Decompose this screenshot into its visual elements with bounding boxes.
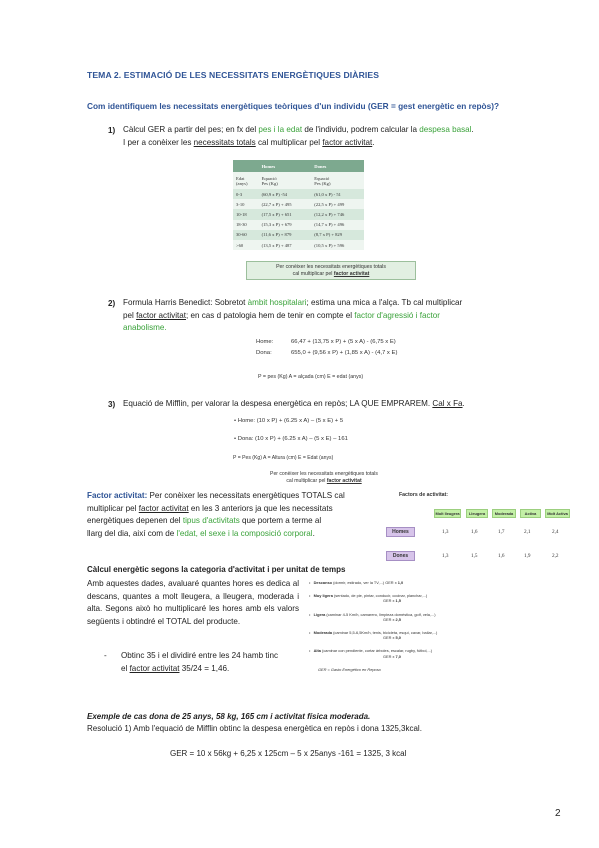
example-formula: GER = 10 x 56kg + 6,25 x 125cm – 5 x 25anys -161 = 1325, 3 kcal	[170, 749, 407, 758]
hb-home-equation: 66,47 + (13,75 x P) + (5 x A) - (6,75 x E)	[291, 339, 396, 345]
factor-col-moderada: Moderada	[492, 509, 516, 518]
activity-list	[309, 580, 539, 672]
item2-number: 2)	[108, 299, 116, 308]
calc-result: Obtinc 35 i el dividiré entre les 24 hamb tinc el factor activitat 35/24 = 1,46.	[121, 651, 279, 673]
item2-text: Formula Harris Benedict: Sobretot àmbit hospitalari; estima una mica a l'alça. Tb cal multiplicar pel factor activitat; en cas d patologia hem de tenir en compte el factor d'agressió i factor anabolisme.	[123, 298, 463, 333]
calc-dash: -	[104, 651, 107, 660]
table-header-homes: Homes	[259, 160, 312, 172]
factor-value: 1,3	[442, 553, 449, 559]
table-row: 0-3 (60,9 x P) -54 (61,0 x P) - 51	[233, 189, 364, 199]
factor-activitat-text: Factor activitat: Per conèixer les necessitats energètiques TOTALS cal multiplicar pel factor activitat en les 3 anteriors ja que les necessitats energètiques depenen del tipus d'activitats que portem a terme al llarg del dia, així com de l'edat, el sexe i la composició corporal.	[87, 491, 345, 538]
hb-dona-equation: 655,0 + (9,56 x P) + (1,85 x A) - (4,7 x E)	[291, 350, 398, 356]
table-row: 10-18 (17,5 x P) + 651 (12,2 x P) + 746	[233, 209, 364, 219]
hb-dona-label: Dona:	[256, 350, 272, 356]
table-row: 30-60 (11,6 x P) + 879 (8,7 x P) + 829	[233, 230, 364, 240]
item3-text: Equació de Mifflin, per valorar la despesa energètica en repòs; LA QUE EMPRAREM. Cal x Fa.	[123, 399, 465, 408]
factor-value: 1,6	[471, 529, 478, 535]
example-resolution: Resolució 1) Amb l'equació de Mifflin obtinc la despesa energètica en repòs i dona 1325,3kcal.	[87, 724, 422, 733]
factor-col-molt-activa: Molt Activa	[545, 509, 570, 518]
factor-value: 2,4	[552, 529, 559, 535]
factor-value: 1,7	[498, 529, 505, 535]
list-item: • Ligera (caminar 4-5 Km/h, camarero, limpieza doméstica, golf, vela,...) GER x 2,5	[309, 611, 436, 622]
table-row: >60 (13,5 x P) + 487 (10,5 x P) + 596	[233, 240, 364, 250]
list-item: • Descanso (dormir, estirado, ver la TV,...) GER x 1,0	[309, 580, 404, 585]
table-subheader-dones: Equació Pes (Kg)	[311, 172, 364, 189]
ger-by-weight-table	[233, 160, 364, 250]
factor-col-lleugera: Lleugera	[466, 509, 488, 518]
factors-activitat-panel	[384, 492, 574, 567]
factor-col-activa: Activa	[520, 509, 541, 518]
hb-legend: P = pes (Kg) A = alçada (cm) E = edat (anys)	[258, 374, 364, 380]
table-header-dones: Dones	[311, 160, 364, 172]
table-row: 3-10 (22,7 x P) + 495 (22,5 x P) + 499	[233, 199, 364, 209]
factor-col-molt-lleugera: Molt lleugera	[435, 511, 460, 516]
factor-value: 2,2	[552, 553, 559, 559]
item1-text: Càlcul GER a partir del pes; en fx del pes i la edat de l'individu, podrem calcular la despesa basal. I per a conèixer les necessitats totals cal multiplicar pel factor activitat.	[123, 125, 474, 147]
section-question: Com identifiquem les necessitats energètiques teòriques d'un individu (GER = gest energètic en repòs)?	[87, 101, 500, 111]
list-item: • Muy ligera (sentado, de pie, pintar, conducir, cocinar, planchar,...) GER x 1,5	[309, 593, 428, 604]
table-subheader-homes: Equació Pes (Kg)	[259, 172, 312, 189]
mifflin-caption: Per conèixer les necessitats energètiques totals cal multiplicar pel factor activitat	[270, 471, 378, 484]
list-item: • Moderada (caminar 5,5-6,5Km/h, tenis, bicicleta, esquí, cavar, bailar,...) GER x 5,0	[309, 630, 438, 641]
factor-value: 1,6	[498, 553, 505, 559]
mifflin-dona: • Dona: (10 x P) + (6.25 x A) – (5 x E) – 161	[234, 436, 348, 442]
calc-heading: Càlcul energètic segons la categoria d'activitat i per unitat de temps	[87, 565, 346, 574]
factors-title: Factors de activitat:	[399, 492, 449, 498]
factor-value: 2,1	[524, 529, 531, 535]
factor-value: 1,9	[524, 553, 531, 559]
mifflin-legend: P = Pes (Kg) A = Altura (cm) E = Edat (anys)	[233, 455, 334, 461]
calc-paragraph: Amb aquestes dades, avaluaré quantes hores es dedica al descans, quantes a molt lleugera, a lleugera, moderada i alta. Segons això ho multiplicaré les hores amb els valors següents i obtindré el TOTAL del producte.	[87, 579, 299, 626]
table-header-empty	[233, 160, 259, 172]
item3-number: 3)	[108, 400, 116, 409]
table-row: 18-30 (15,3 x P) + 679 (14,7 x P) + 496	[233, 220, 364, 230]
table-caption: Per conèixer les necessitats energètiques totals cal multiplicar pel factor activitat	[246, 261, 416, 280]
page-number: 2	[555, 808, 561, 819]
list-item: • Alta (caminar con pendiente, cortar árboles, escalar, rugby, fútbol,...) GER x 7,0	[309, 648, 433, 659]
item1-number: 1)	[108, 126, 116, 135]
example-heading: Exemple de cas dona de 25 anys, 58 kg, 165 cm i activitat física moderada.	[87, 712, 371, 721]
table-subheader-edat: Edat (anys)	[233, 172, 259, 189]
factor-value: 1,5	[471, 553, 478, 559]
mifflin-home: • Home: (10 x P) + (6.25 x A) – (5 x E) + 5	[234, 418, 344, 424]
factor-value: 1,3	[442, 529, 449, 535]
page-title: TEMA 2. ESTIMACIÓ DE LES NECESSITATS ENERGÈTIQUES DIÀRIES	[87, 70, 380, 80]
factor-row-dones: Dones	[386, 551, 415, 561]
factor-row-homes: Homes	[386, 527, 415, 537]
hb-home-label: Home:	[256, 339, 274, 345]
ger-note: GER = Gasto Energético en Reposo	[318, 666, 381, 672]
